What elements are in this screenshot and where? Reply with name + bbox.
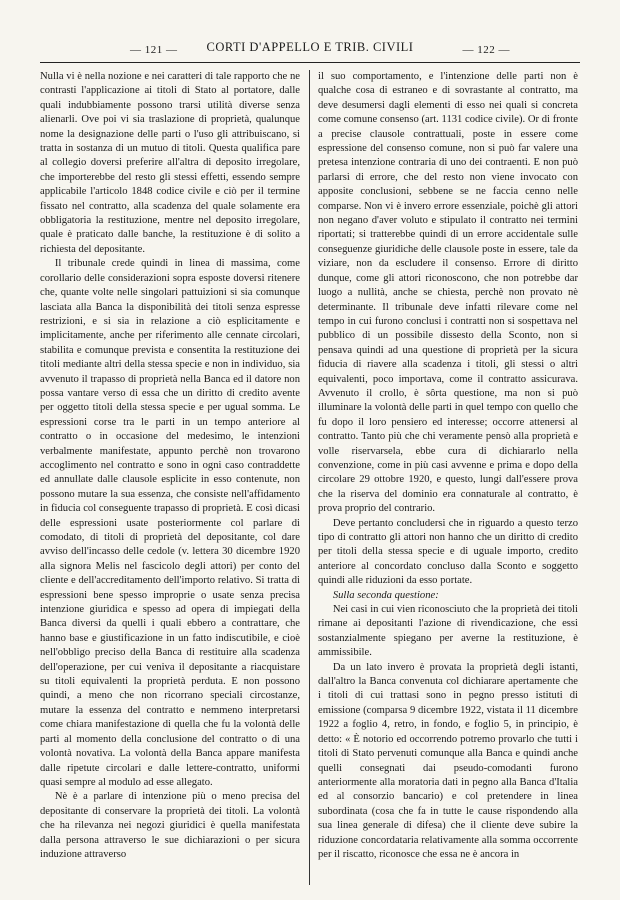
section-heading: Sulla seconda questione:	[332, 589, 439, 601]
page-number-left: — 121 —	[130, 44, 178, 56]
right-column	[318, 70, 578, 862]
left-column	[40, 70, 300, 862]
running-header	[40, 38, 580, 60]
paragraph: Da un lato invero è provata la proprietà degli istanti, dall'altro la Banca convenuta col dichiarare apertamente che i titoli di cui trattasi sono in pegno presso istituti di emissione (comparsa 9 dicembre 1922, vistata il 11 dicembre 1922 a foglio 4, retro, in fondo, e foglio 5, in principio, è detto: « È notorio ed occorrendo potremo provarlo che tutti i titoli di Stato pervenuti comunque alla Banca e quindi anche quelli consegnati dai pseudo-comodanti furono anteriormente alla moratoria dati in pegno alla Banca d'Italia ed al consorzio bancario) e col pretendere in linea subordinata (cosa che fa in tutte le cause rispondendo alla sua linea generale di difesa) che il cliente deve subire la riduzione concordataria relativamente alla somma occorrente per il riscatto, riconosce che essa ne è ancora in	[318, 661, 578, 860]
paragraph: Nè è a parlare di intenzione più o meno precisa del depositante di conservare la proprietà dei titoli. La volontà che ha rilevanza nei negozi giuridici è quella manifestata dalla persona attraverso le sue dichiarazioni o per sicura induzione attraverso	[40, 791, 300, 860]
paragraph: Deve pertanto concludersi che in riguardo a questo terzo tipo di contratto gli attori non hanno che un diritto di credito per titoli della stessa specie e di uguale importo, credito anteriore al concordato concluso dalla Sconto e soggetto quindi alle riduzioni da esso portate.	[318, 517, 578, 587]
page-number-right: — 122 —	[462, 44, 510, 56]
header-title: CORTI D'APPELLO E TRIB. CIVILI	[206, 40, 414, 54]
header-rule	[40, 62, 580, 63]
paragraph: Nei casi in cui vien riconosciuto che la proprietà dei titoli rimane ai depositanti l'azione di rivendicazione, che essi sostanzialmente spiegano per averne la restituzione, è ammissibile.	[318, 604, 578, 659]
column-divider	[309, 70, 310, 885]
paragraph: il suo comportamento, e l'intenzione delle parti non è qualche cosa di estraneo e di sovrastante al contratto, ma deve desumersi dagli elementi di esso nei quali si concreta come comune consenso (art. 1131 codice civile). Or di fronte a precise clausole contrattuali, poste in essere come espressione del consenso comune, non si può far valere una pretesa intenzione contraria di uno dei contraenti. E non può parlarsi di errore, che del resto non viene invocato con apposite conclusioni, sebbene se ne faccia cenno nelle comparse. Non vi è invero errore essenziale, poichè gli attori non negano d'aver voluto e stipulato il contratto nei termini riportati; si tratterebbe quindi di un errore accidentale sulle conseguenze giuridiche delle clausole poste in essere, tale da viziare, non da escludere il consenso. Errore di diritto dunque, come gli attori riconoscono, che non potrebbe dar luogo a nullità, anche se chiesta, perchè non provato nè determinante. Il tribunale deve infatti rilevare come nel tempo in cui furono conclusi i contratti non si sospettava nel pubblico di un possibile dissesto della Sconto, non si pensava quindi ad una questione di proprietà per la sicura fiducia di riavere alla scadenza i titoli, gli stessi o altri equivalenti, poco importava, come il contratto assicurava. Avvenuto il crollo, è sôrta questione, ma non si può illuminare la volontà delle parti in quel tempo con quello che fu dopo il loro pensiero ed interesse; occorre attenersi al contratto. Tanto più che chi veramente pensò alla proprietà e volle riservarsela, ebbe cura di dichiararlo nella convenzione, come in più casi avvenne e prima e dopo della circolare 29 ottobre 1920, e questo, lungi dall'essere prova che la riserva del dominio era connaturale al contratto, è prova proprio del contrario.	[318, 71, 578, 515]
paragraph: Il tribunale crede quindi in linea di massima, come corollario delle considerazioni sopra esposte doversi ritenere che, quante volte nelle singolari pattuizioni si sia comunque lasciata alla Banca la disponibilità dei titoli senza espresse restrizioni, e si sia in relazione a ciò esplicitamente e implicitamente, anche per riferimento alle cennate circolari, stabilita e comunque prevista e consentita la restituzione dei titoli mediante altri della stessa specie e non in individuo, sia avvenuto il trapasso di proprietà nella Banca ed il datore non possa vantare verso di essa che un diritto di credito avente per oggetto titoli della stessa specie e per ugual somma. Le espressioni corse tra le parti in un tempo anteriore al contratto o in occasione del medesimo, le intenzioni verbalmente manifestate, appunto perchè non trovarono accoglimento nel contratto e sono in ogni caso contraddette ed annullate dalle clausole esplicite in esso contenute, non possono mutare la sua essenza, che consiste nell'affidamento in fiducia col conseguente trapasso di proprietà. E così dicasi delle espressioni usate posteriormente col parlare di comodato, di titoli di proprietà del depositante, col dare avviso dell'incasso delle cedole (v. lettera 30 dicembre 1920 alla signora Melis nel fascicolo degli attori) per conto del cliente e dell'accreditamento dell'importo relativo. Si tratta di espressioni bene spesso improprie o usate senza precisa intenzione giuridica e spesso ad opera di impiegati della Banca diversi da quelli i quali ebbero a contrattare, che hanno base e giustificazione in un fatto indiscutibile, e cioè nell'obbligo preciso della Banca di restituire alla scadenza dell'operazione, per cui veniva il depositante a riacquistare su titoli equivalenti la proprietà perduta. E non possono quindi, a meno che non ricorrano speciali circostanze, mutare la essenza del contratto e nemmeno interpretarsi come chiara manifestazione di quella che fu la volontà delle parti al momento della conclusione del contratto o di una volontà novativa. La volontà della Banca appare manifesta dalle ripetute circolari e dalle lettere-contratto, uniformi quasi sempre al modulo ad esse allegato.	[40, 258, 300, 788]
paragraph: Nulla vi è nella nozione e nei caratteri di tale rapporto che ne contrasti l'applicazione ai titoli di Stato al portatore, dalle quali indubbiamente possono trarsi utilità diverse senza alienarli. Ove poi vi sia traslazione di proprietà, qualunque nome la designazione delle parti o l'uso gli attribuiscano, si tratta in sostanza di un mutuo di titoli. Questa qualifica pare al collegio doversi preferire all'altra di deposito irregolare, che importerebbe del resto gli stessi effetti, essendo sempre applicabile l'articolo 1848 codice civile e ciò per il termine fissato nel contratto, alla scadenza del quale solamente era obbligatoria la restituzione, mentre nel deposito irregolare, quale è praticato dalle banche, la restituzione è di solito a richiesta del depositante.	[40, 71, 300, 255]
